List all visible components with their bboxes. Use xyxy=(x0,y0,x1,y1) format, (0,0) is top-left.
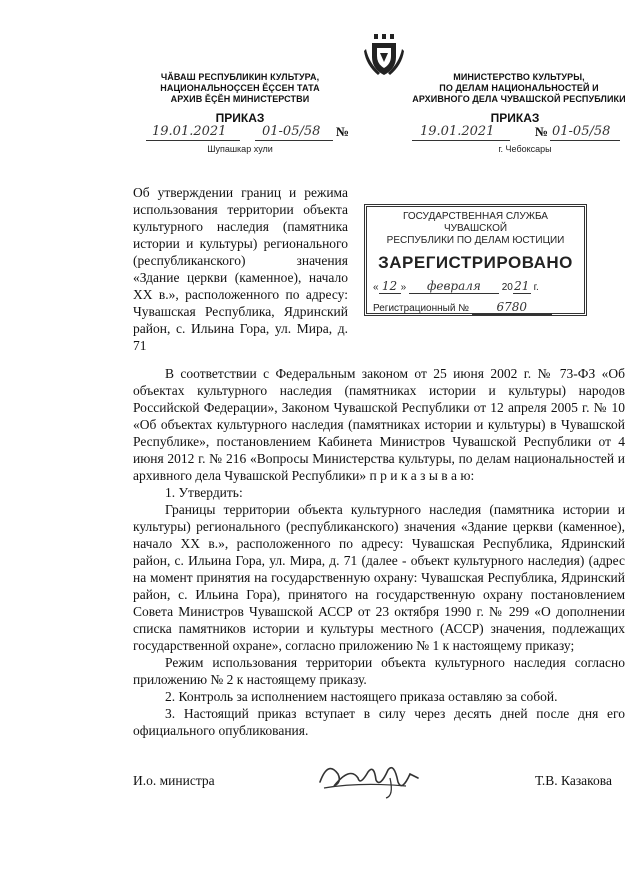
right-order-number: 01-05/58 xyxy=(552,124,611,139)
stamp-reg-row: Регистрационный № 6780 xyxy=(373,300,578,315)
stamp-month: февраля xyxy=(409,279,499,294)
right-number-sign: № xyxy=(535,124,549,139)
stamp-year: 21 xyxy=(514,279,530,293)
document-title: Об утверждении границ и режима использования территории объекта культурного наследия (памятника истории и культуры) регионального (республиканского) значения «Здание церкви (каменное), начало XX в.», расположенного по адресу: Чувашская Республика, Ядринский район, с. Ильина Гора, ул. Мира, д. 71 xyxy=(133,185,348,353)
stamp-reg-number: 6780 xyxy=(472,300,552,315)
registration-stamp xyxy=(364,204,587,316)
header-left-org: ЧĂВАШ РЕСПУБЛИКИН КУЛЬТУРА, НАЦИОНАЛЬНОÇСЕН ĔÇСЕН ТАТА АРХИВ ĔÇĔН МИНИСТЕРСТВИ xyxy=(160,72,320,104)
body-paragraph-1: В соответствии с Федеральным законом от 25 июня 2002 г. № 73-ФЗ «Об объектах культурного наследия (памятниках истории и культуры) народов Российской Федерации», Законом Чувашской Республики от 12 апреля 2005 г. № 10 «Об объектах культурного наследия (памятниках истории и культуры) в Чувашской Республике», постановлением Кабинета Министров Чувашской Республики от 4 июня 2012 г. № 216 «Вопросы Министерства культуры, по делам национальностей и архивного дела Чувашской Республики» п р и к а з ы в а ю: xyxy=(133,366,625,483)
stamp-org-line1: ГОСУДАРСТВЕННАЯ СЛУЖБА ЧУВАШСКОЙ xyxy=(403,211,548,234)
stamp-org-line2: РЕСПУБЛИКИ ПО ДЕЛАМ ЮСТИЦИИ xyxy=(386,235,565,246)
body-paragraph-4: Режим использования территории объекта культурного наследия согласно приложению № 2 к настоящему приказу. xyxy=(133,655,625,687)
stamp-registered: ЗАРЕГИСТРИРОВАНО xyxy=(378,253,573,272)
right-order-label: ПРИКАЗ xyxy=(490,111,540,125)
body-paragraph-3: Границы территории объекта культурного наследия (памятника истории и культуры) регионального (республиканского) значения «Здание церкви (каменное), начало XX в.», расположенного по адресу: Чувашская Республика, Ядринский район, с. Ильина Гора, ул. Мира, д. 71 (далее - объект культурного наследия) (адрес на момент принятия на государственную охрану: Чувашская Республика, Ядринский район, с. Ильина Гора), принятого на государственную охрану постановлением Совета Министров Чувашской АССР от 23 октября 1990 г. № 299 «О дополнении списка памятников истории и культуры местного (АССР) значения, подлежащих государственной охране», согласно приложению № 1 к настоящему приказу; xyxy=(133,502,625,653)
body-paragraph-6: 3. Настоящий приказ вступает в силу через десять дней после дня его официального опубликования. xyxy=(133,706,625,738)
body-paragraph-5: 2. Контроль за исполнением настоящего приказа оставляю за собой. xyxy=(165,689,558,704)
header-right-org: МИНИСТЕРСТВО КУЛЬТУРЫ, ПО ДЕЛАМ НАЦИОНАЛЬНОСТЕЙ И АРХИВНОГО ДЕЛА ЧУВАШСКОЙ РЕСПУБЛИКИ xyxy=(412,72,626,104)
coat-of-arms-icon xyxy=(364,33,404,77)
left-date-line xyxy=(146,140,240,141)
right-order-date: 19.01.2021 xyxy=(420,124,495,139)
left-order-label: ПРИКАЗ xyxy=(215,111,265,125)
left-number-sign: № xyxy=(336,124,350,139)
stamp-date-row: « 12 » февраля 2021 г. xyxy=(373,279,539,293)
handwritten-signature xyxy=(310,752,430,800)
left-city: Шупашкар хули xyxy=(207,144,273,154)
document-body xyxy=(133,365,625,739)
stamp-day: 12 xyxy=(379,279,401,294)
signatory-name: Т.В. Казакова xyxy=(535,773,612,788)
left-order-number: 01-05/58 xyxy=(262,124,321,139)
right-city: г. Чебоксары xyxy=(498,144,552,154)
body-paragraph-2: 1. Утвердить: xyxy=(165,485,243,500)
left-number-line xyxy=(255,140,333,141)
right-number-line xyxy=(550,140,620,141)
signatory-position: И.о. министра xyxy=(133,773,215,788)
left-order-date: 19.01.2021 xyxy=(152,124,227,139)
right-date-line xyxy=(412,140,510,141)
